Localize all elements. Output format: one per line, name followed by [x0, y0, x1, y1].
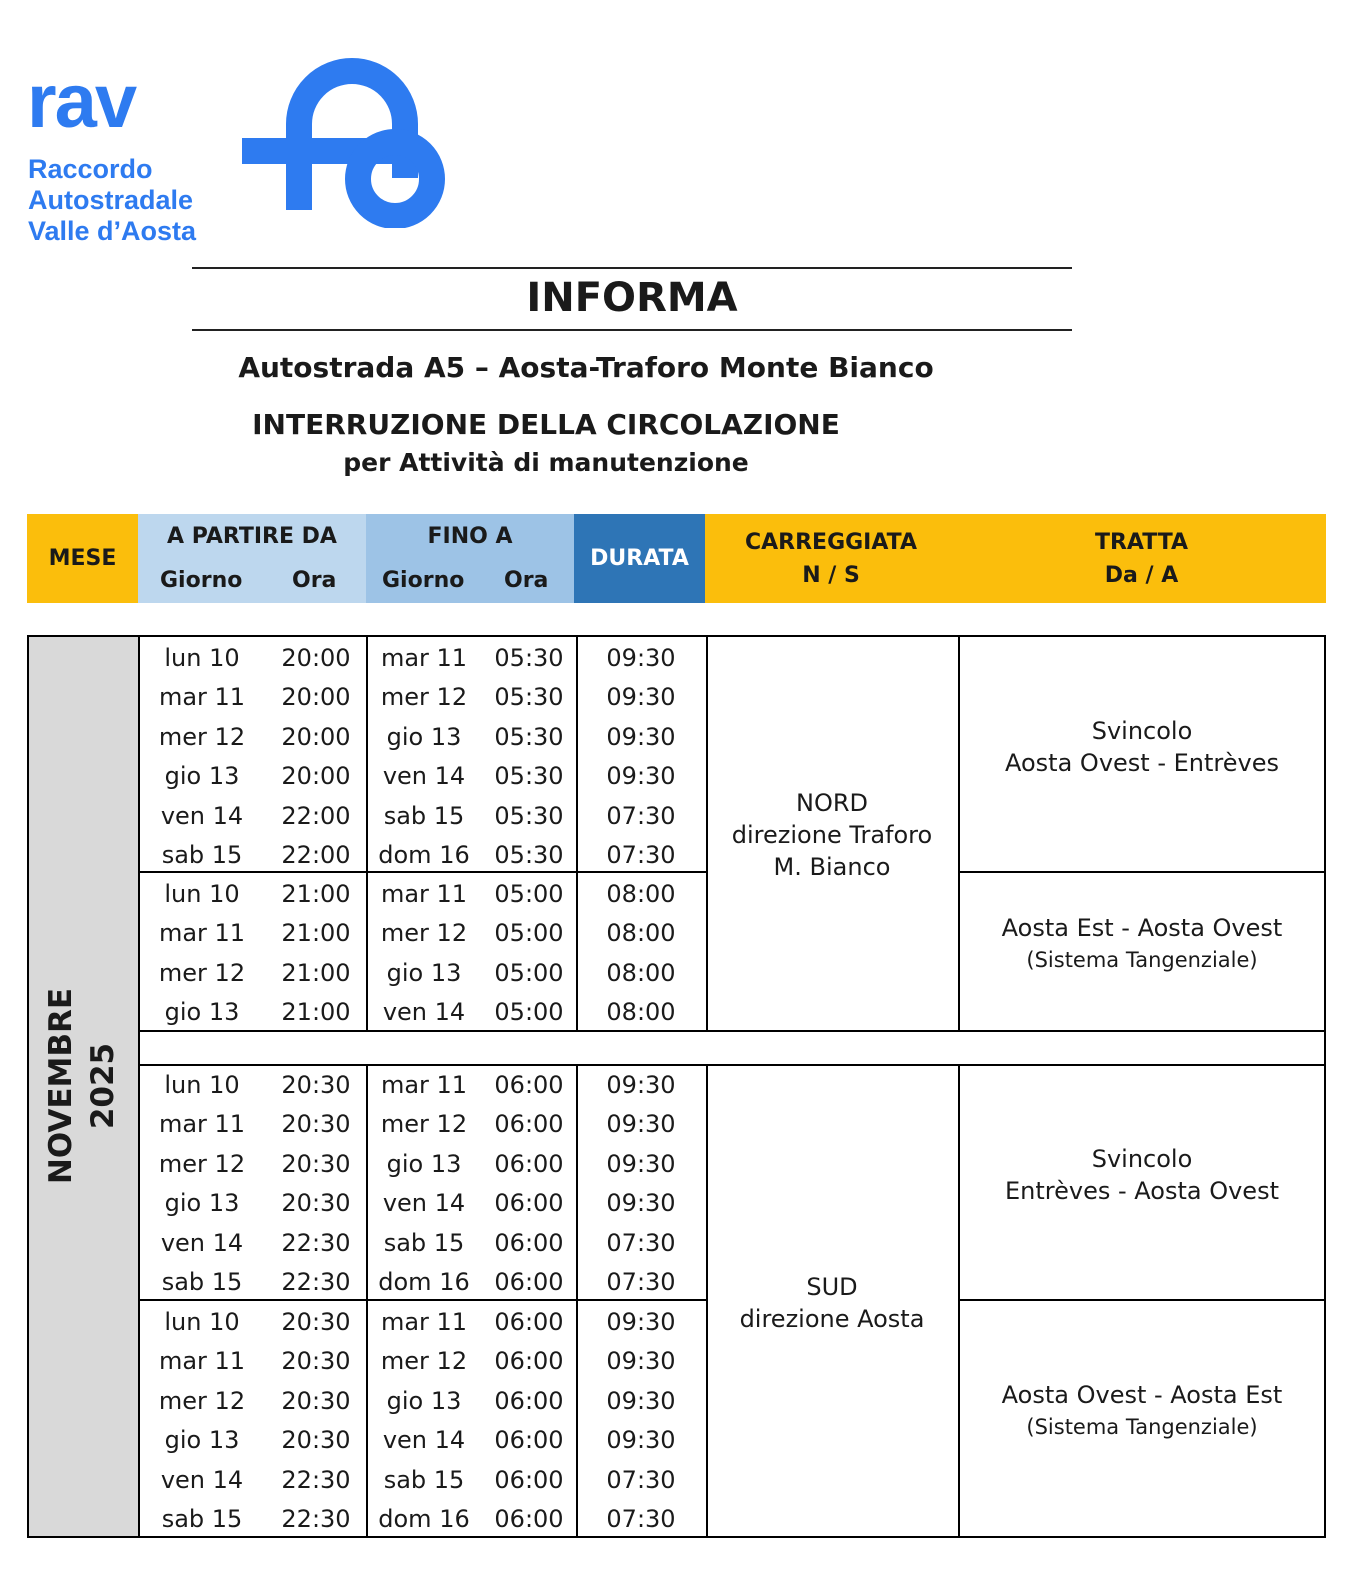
duration: 07:30	[606, 841, 676, 869]
start-time: 20:30	[281, 1386, 351, 1415]
start-day: sab 15	[161, 1268, 243, 1296]
tratta-line: (Sistema Tangenziale)	[1026, 1415, 1258, 1439]
end-time: 05:00	[494, 998, 564, 1027]
end-day: sab 15	[383, 1465, 465, 1494]
logo-name-line: Raccordo	[28, 154, 153, 184]
header-carreggiata-label: CARREGGIATA	[744, 529, 918, 555]
end-time: 06:00	[494, 1308, 564, 1336]
month-year: 2025	[85, 1042, 121, 1130]
start-time: 21:00	[281, 919, 351, 948]
duration: 09:30	[606, 1347, 676, 1376]
logo-company-name	[28, 154, 196, 247]
row-divider	[138, 1030, 1326, 1032]
end-time: 06:00	[494, 1465, 564, 1494]
end-day: mer 12	[380, 1110, 468, 1139]
end-day: gio 13	[386, 1149, 462, 1178]
tratta-line: Aosta Ovest - Entrèves	[1005, 749, 1279, 777]
start-day: mer 12	[158, 722, 246, 751]
end-day: sab 15	[383, 801, 465, 830]
header-durata: DURATA	[574, 514, 705, 603]
start-day: mar 11	[158, 1347, 246, 1376]
tratta-cell	[958, 1143, 1326, 1207]
row-divider	[958, 1299, 1326, 1301]
header-tratta-sub: Da / A	[1104, 562, 1179, 588]
start-time: 20:00	[281, 722, 351, 751]
row-divider	[138, 1299, 706, 1301]
duration: 07:30	[606, 1228, 676, 1257]
tratta-line: Aosta Ovest - Aosta Est	[1001, 1381, 1283, 1409]
end-day: ven 14	[382, 998, 466, 1027]
start-time: 22:30	[281, 1465, 351, 1494]
end-time: 06:00	[494, 1149, 564, 1178]
end-time: 06:00	[494, 1386, 564, 1415]
header-carreggiata	[705, 514, 957, 603]
notice-reason: per Attività di manutenzione	[343, 448, 749, 477]
tratta-cell	[958, 912, 1326, 976]
duration: 07:30	[606, 1268, 676, 1296]
header-ora: Ora	[504, 568, 549, 593]
tratta-line: Entrèves - Aosta Ovest	[1005, 1176, 1279, 1205]
tratta-line: Aosta Est - Aosta Ovest	[1001, 913, 1283, 942]
start-day: mar 11	[158, 1110, 246, 1139]
end-day: mer 12	[380, 683, 468, 712]
start-time: 22:00	[281, 841, 351, 869]
notice-heading: INTERRUZIONE DELLA CIRCOLAZIONE	[252, 408, 840, 441]
tratta-line: Svincolo	[1091, 717, 1193, 745]
carreggiata-line: direzione Aosta	[739, 1305, 925, 1333]
start-day: mer 12	[158, 958, 246, 987]
start-day: ven 14	[160, 1228, 244, 1257]
start-time: 20:30	[281, 1426, 351, 1455]
start-day: mar 11	[158, 919, 246, 948]
start-day: ven 14	[160, 801, 244, 830]
start-day: lun 10	[164, 1071, 240, 1099]
end-day: ven 14	[382, 762, 466, 791]
start-day: sab 15	[161, 1505, 243, 1533]
tratta-cell	[958, 1379, 1326, 1443]
start-day: lun 10	[164, 880, 240, 908]
table-border-left	[27, 635, 29, 1538]
carreggiata-line: SUD	[806, 1273, 858, 1301]
tratta-cell	[958, 715, 1326, 779]
carreggiata-line: M. Bianco	[773, 853, 891, 881]
start-time: 20:30	[281, 1110, 351, 1139]
end-day: dom 16	[378, 841, 470, 869]
start-day: sab 15	[161, 841, 243, 869]
end-time: 05:30	[494, 722, 564, 751]
end-time: 05:30	[494, 762, 564, 791]
start-time: 20:00	[281, 644, 351, 672]
start-time: 20:30	[281, 1308, 351, 1336]
start-day: gio 13	[164, 1426, 240, 1455]
end-time: 05:00	[494, 919, 564, 948]
start-time: 21:00	[281, 998, 351, 1027]
header-fino-a	[366, 514, 574, 603]
header-a-partire-da	[138, 514, 366, 603]
header-giorno: Giorno	[160, 568, 243, 593]
duration: 07:30	[606, 801, 676, 830]
start-day: gio 13	[164, 998, 240, 1027]
row-divider	[958, 871, 1326, 873]
end-time: 05:00	[494, 880, 564, 908]
end-day: gio 13	[386, 958, 462, 987]
row-divider	[138, 1064, 1326, 1066]
end-time: 05:30	[494, 683, 564, 712]
end-day: gio 13	[386, 1386, 462, 1415]
duration: 07:30	[606, 1505, 676, 1533]
duration: 09:30	[606, 762, 676, 791]
duration: 08:00	[606, 958, 676, 987]
start-day: mer 12	[158, 1149, 246, 1178]
logo-wordmark: rav	[27, 59, 136, 144]
end-day: mer 12	[380, 1347, 468, 1376]
end-day: dom 16	[378, 1505, 470, 1533]
end-time: 05:30	[494, 644, 564, 672]
end-day: mar 11	[380, 1071, 468, 1099]
header-a-partire-da-label: A PARTIRE DA	[167, 524, 337, 549]
end-day: mar 11	[380, 644, 468, 672]
end-time: 06:00	[494, 1228, 564, 1257]
duration: 09:30	[606, 644, 676, 672]
end-day: mer 12	[380, 919, 468, 948]
column-divider	[958, 1064, 960, 1538]
table-border-bottom	[27, 1536, 1326, 1538]
header-giorno: Giorno	[382, 568, 465, 593]
carreggiata-line: direzione Traforo	[731, 821, 933, 849]
start-day: lun 10	[164, 644, 240, 672]
start-time: 22:00	[281, 801, 351, 830]
title-rule-bottom	[192, 329, 1072, 331]
end-time: 06:00	[494, 1110, 564, 1139]
month-name: NOVEMBRE	[43, 987, 79, 1185]
table-header	[27, 514, 1326, 603]
start-day: mer 12	[158, 1386, 246, 1415]
header-mese: MESE	[27, 514, 138, 603]
end-time: 06:00	[494, 1268, 564, 1296]
start-day: ven 14	[160, 1465, 244, 1494]
start-time: 22:30	[281, 1505, 351, 1533]
row-divider	[138, 871, 706, 873]
start-time: 21:00	[281, 880, 351, 908]
duration: 09:30	[606, 1308, 676, 1336]
duration: 08:00	[606, 998, 676, 1027]
start-time: 22:30	[281, 1268, 351, 1296]
end-day: mar 11	[380, 1308, 468, 1336]
start-day: gio 13	[164, 762, 240, 791]
duration: 07:30	[606, 1465, 676, 1494]
duration: 08:00	[606, 919, 676, 948]
end-time: 06:00	[494, 1426, 564, 1455]
column-divider	[138, 635, 140, 1538]
start-time: 20:30	[281, 1189, 351, 1218]
start-day: gio 13	[164, 1189, 240, 1218]
start-time: 20:30	[281, 1149, 351, 1178]
tratta-line: Svincolo	[1091, 1144, 1193, 1173]
logo-name-line: Autostradale	[28, 185, 194, 215]
end-time: 05:30	[494, 841, 564, 869]
end-time: 05:30	[494, 801, 564, 830]
duration: 09:30	[606, 683, 676, 712]
header-tratta	[957, 514, 1326, 603]
duration: 09:30	[606, 1426, 676, 1455]
end-time: 06:00	[494, 1347, 564, 1376]
logo-symbol-icon	[238, 58, 458, 228]
carreggiata-cell	[706, 787, 958, 883]
carreggiata-cell	[706, 1271, 958, 1335]
duration: 09:30	[606, 1110, 676, 1139]
road-subtitle: Autostrada A5 – Aosta-Traforo Monte Bianco	[238, 351, 934, 384]
end-day: mar 11	[380, 880, 468, 908]
start-day: mar 11	[158, 683, 246, 712]
title-rule-top	[192, 267, 1072, 269]
end-day: gio 13	[386, 722, 462, 751]
end-time: 06:00	[494, 1189, 564, 1218]
table-border-top	[27, 635, 1326, 637]
start-time: 20:00	[281, 683, 351, 712]
end-day: ven 14	[382, 1189, 466, 1218]
start-day: lun 10	[164, 1308, 240, 1336]
header-tratta-label: TRATTA	[1094, 529, 1189, 555]
end-day: ven 14	[382, 1426, 466, 1455]
duration: 09:30	[606, 1071, 676, 1099]
start-time: 21:00	[281, 958, 351, 987]
start-time: 20:00	[281, 762, 351, 791]
duration: 09:30	[606, 1386, 676, 1415]
duration: 08:00	[606, 880, 676, 908]
header-fino-a-label: FINO A	[427, 524, 513, 549]
duration: 09:30	[606, 722, 676, 751]
end-time: 05:00	[494, 958, 564, 987]
header-ora: Ora	[292, 568, 337, 593]
header-carreggiata-sub: N / S	[802, 562, 860, 588]
start-time: 22:30	[281, 1228, 351, 1257]
carreggiata-line: NORD	[796, 789, 868, 817]
duration: 09:30	[606, 1149, 676, 1178]
end-time: 06:00	[494, 1505, 564, 1533]
logo-name-line: Valle d’Aosta	[28, 216, 197, 246]
page-title: INFORMA	[526, 275, 738, 321]
start-time: 20:30	[281, 1347, 351, 1376]
end-day: dom 16	[378, 1268, 470, 1296]
start-time: 20:30	[281, 1071, 351, 1099]
end-day: sab 15	[383, 1228, 465, 1257]
tratta-line: (Sistema Tangenziale)	[1026, 947, 1258, 972]
duration: 09:30	[606, 1189, 676, 1218]
end-time: 06:00	[494, 1071, 564, 1099]
